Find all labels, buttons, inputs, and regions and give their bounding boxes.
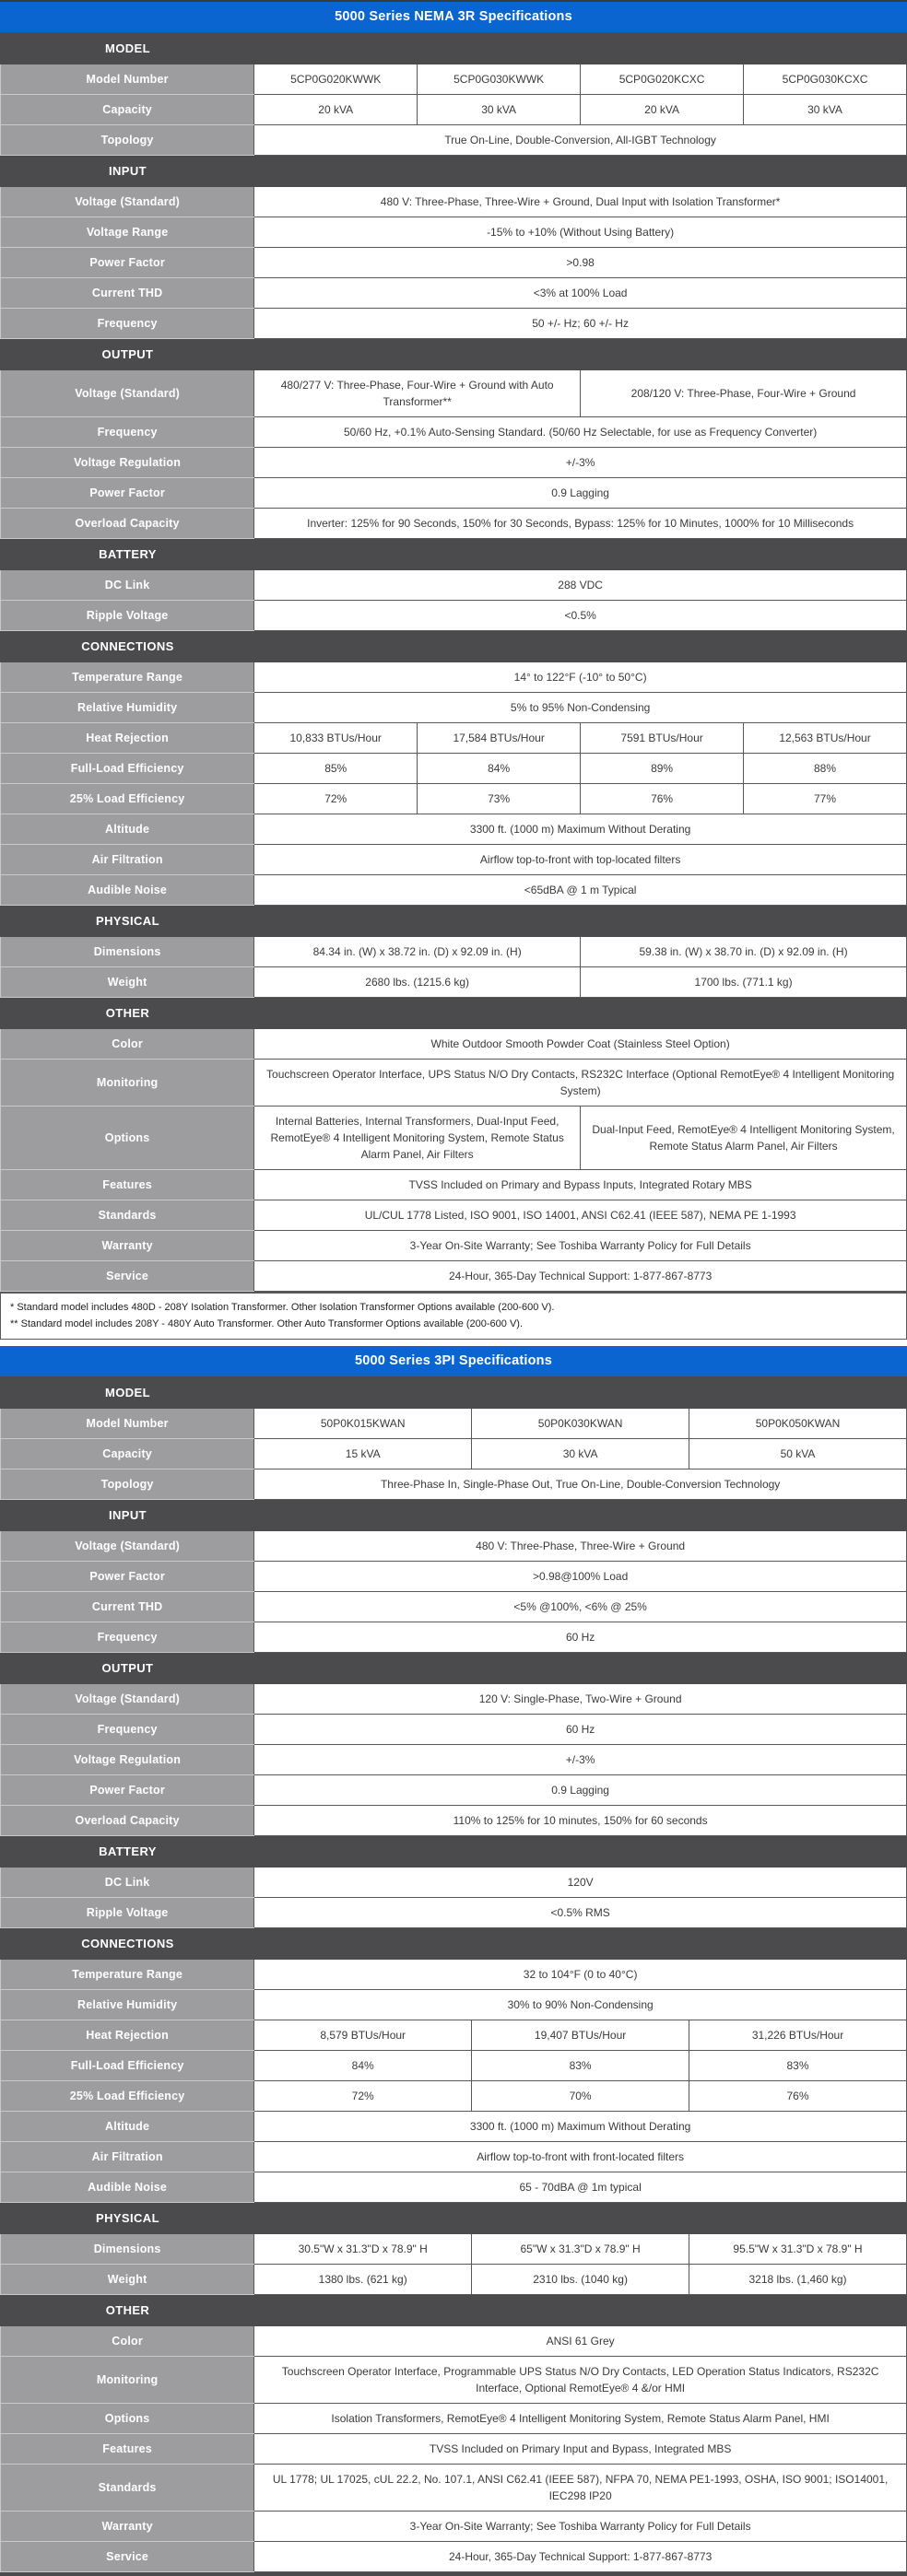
spec-row <box>1 1990 907 2020</box>
value-cell: 10,833 BTUs/Hour <box>254 723 418 754</box>
section-header-row <box>1 156 907 187</box>
value-cell: 30 kVA <box>744 95 907 125</box>
value-cell: +/-3% <box>254 448 907 478</box>
section-title: PHYSICAL <box>96 914 159 928</box>
value-cell: 1700 lbs. (771.1 kg) <box>581 967 907 998</box>
spec-row <box>1 937 907 967</box>
value-cell: UL 1778; UL 17025, cUL 22.2, No. 107.1, ANSI C62.41 (IEEE 587), NFPA 70, NEMA PE1-1993, OSHA, ISO 9001; ISO14001, IEC298 IP20 <box>254 2465 907 2512</box>
spec-row <box>1 2234 907 2265</box>
value-cell: 7591 BTUs/Hour <box>581 723 744 754</box>
value-cell: 2680 lbs. (1215.6 kg) <box>254 967 581 998</box>
value-cell: 95.5"W x 31.3"D x 78.9" H <box>689 2234 907 2265</box>
section-title: OTHER <box>105 2303 150 2318</box>
value-cell: 24-Hour, 365-Day Technical Support: 1-877-867-8773 <box>254 1261 907 1292</box>
value-cell: 3218 lbs. (1,460 kg) <box>689 2265 907 2295</box>
spec-row <box>1 662 907 693</box>
value-cell: 288 VDC <box>254 570 907 601</box>
spec-table <box>0 1346 907 2576</box>
spec-row <box>1 1898 907 1928</box>
value-cell: Touchscreen Operator Interface, UPS Status N/O Dry Contacts, RS232C Interface (Optional RemotEye® 4 Intelligent Monitoring System) <box>254 1060 907 1107</box>
row-label: Topology <box>1 1469 254 1500</box>
value-cell: 72% <box>254 784 418 814</box>
section-header-cell <box>1 1500 907 1531</box>
section-header-cell <box>1 156 907 187</box>
row-label: Color <box>1 1029 254 1060</box>
value-cell: 50P0K015KWAN <box>254 1409 472 1439</box>
row-label: Power Factor <box>1 1775 254 1806</box>
section-header-row <box>1 2203 907 2234</box>
value-cell: 120V <box>254 1868 907 1898</box>
spec-row <box>1 754 907 784</box>
spec-row <box>1 2404 907 2434</box>
row-label: Warranty <box>1 2512 254 2542</box>
spec-row <box>1 601 907 631</box>
section-title: OUTPUT <box>101 347 154 361</box>
value-cell: -15% to +10% (Without Using Battery) <box>254 217 907 248</box>
value-cell: 30 kVA <box>418 95 581 125</box>
row-label: Capacity <box>1 1439 254 1469</box>
spec-row <box>1 2357 907 2404</box>
value-cell: 50/60 Hz, +0.1% Auto-Sensing Standard. (50/60 Hz Selectable, for use as Frequency Converter) <box>254 417 907 448</box>
section-header-row <box>1 998 907 1029</box>
value-cell: 85% <box>254 754 418 784</box>
row-label: Dimensions <box>1 937 254 967</box>
section-title: MODEL <box>105 41 150 55</box>
row-label: Options <box>1 1107 254 1170</box>
value-cell: 31,226 BTUs/Hour <box>689 2020 907 2051</box>
value-cell: Dual-Input Feed, RemotEye® 4 Intelligent Monitoring System, Remote Status Alarm Panel, Air Filters <box>581 1107 907 1170</box>
value-cell: TVSS Included on Primary and Bypass Inputs, Integrated Rotary MBS <box>254 1170 907 1200</box>
spec-row <box>1 814 907 845</box>
spec-row <box>1 1622 907 1653</box>
spec-row <box>1 1231 907 1261</box>
value-cell: 5CP0G020KWWK <box>254 64 418 95</box>
table-title: 5000 Series 3PI Specifications <box>0 1346 907 1376</box>
value-cell: 3300 ft. (1000 m) Maximum Without Derating <box>254 814 907 845</box>
section-title: CONNECTIONS <box>81 639 174 653</box>
section-title: INPUT <box>108 1508 147 1523</box>
value-cell: 65 - 70dBA @ 1m typical <box>254 2172 907 2203</box>
row-label: Heat Rejection <box>1 2020 254 2051</box>
value-cell: <65dBA @ 1 m Typical <box>254 875 907 906</box>
row-label: Options <box>1 2404 254 2434</box>
section-header-row <box>1 339 907 370</box>
spec-row <box>1 2142 907 2172</box>
value-cell: 50 +/- Hz; 60 +/- Hz <box>254 309 907 339</box>
row-label: Power Factor <box>1 248 254 278</box>
value-cell: 5% to 95% Non-Condensing <box>254 693 907 723</box>
value-cell: 480 V: Three-Phase, Three-Wire + Ground <box>254 1531 907 1562</box>
spec-row <box>1 309 907 339</box>
spec-row <box>1 95 907 125</box>
value-cell: 50 kVA <box>689 1439 907 1469</box>
value-cell: 5CP0G020KCXC <box>581 64 744 95</box>
spec-row <box>1 1562 907 1592</box>
row-label: Full-Load Efficiency <box>1 2051 254 2081</box>
value-cell: 2310 lbs. (1040 kg) <box>472 2265 689 2295</box>
spec-row <box>1 448 907 478</box>
spec-row <box>1 1029 907 1060</box>
value-cell: 59.38 in. (W) x 38.70 in. (D) x 92.09 in. (H) <box>581 937 907 967</box>
value-cell: 30.5"W x 31.3"D x 78.9" H <box>254 2234 472 2265</box>
spec-row <box>1 1715 907 1745</box>
value-cell: 73% <box>418 784 581 814</box>
row-label: Altitude <box>1 814 254 845</box>
value-cell: 0.9 Lagging <box>254 478 907 509</box>
value-cell: 83% <box>472 2051 689 2081</box>
value-cell: <5% @100%, <6% @ 25% <box>254 1592 907 1622</box>
row-label: Air Filtration <box>1 2142 254 2172</box>
value-cell: 60 Hz <box>254 1715 907 1745</box>
section-header-row <box>1 539 907 570</box>
row-label: Frequency <box>1 417 254 448</box>
spec-row <box>1 1170 907 1200</box>
spec-row <box>1 2081 907 2112</box>
row-label: Voltage (Standard) <box>1 187 254 217</box>
spec-row <box>1 217 907 248</box>
value-cell: Internal Batteries, Internal Transformers, Dual-Input Feed, RemotEye® 4 Intelligent Monitoring System, Remote Status Alarm Panel, Air Filters <box>254 1107 581 1170</box>
row-label: Service <box>1 2542 254 2572</box>
spec-row <box>1 1531 907 1562</box>
value-cell: True On-Line, Double-Conversion, All-IGBT Technology <box>254 125 907 156</box>
row-label: Color <box>1 2326 254 2357</box>
section-header-row <box>1 906 907 937</box>
spec-row <box>1 278 907 309</box>
spec-row <box>1 875 907 906</box>
row-label: Temperature Range <box>1 662 254 693</box>
value-cell: 19,407 BTUs/Hour <box>472 2020 689 2051</box>
spec-row <box>1 1775 907 1806</box>
section-title: BATTERY <box>99 547 157 561</box>
value-cell: 70% <box>472 2081 689 2112</box>
value-cell: 76% <box>689 2081 907 2112</box>
value-cell: ANSI 61 Grey <box>254 2326 907 2357</box>
spec-grid <box>0 1376 907 2572</box>
section-header-cell <box>1 339 907 370</box>
value-cell: 17,584 BTUs/Hour <box>418 723 581 754</box>
value-cell: 480/277 V: Three-Phase, Four-Wire + Ground with Auto Transformer** <box>254 370 581 417</box>
row-label: Power Factor <box>1 1562 254 1592</box>
row-label: Temperature Range <box>1 1960 254 1990</box>
section-title: OUTPUT <box>101 1661 154 1676</box>
value-cell: 30 kVA <box>472 1439 689 1469</box>
section-title: INPUT <box>108 164 147 178</box>
section-header-cell <box>1 33 907 64</box>
value-cell: 89% <box>581 754 744 784</box>
spec-row <box>1 723 907 754</box>
spec-row <box>1 1107 907 1170</box>
row-label: Overload Capacity <box>1 1806 254 1836</box>
section-title: BATTERY <box>99 1844 157 1859</box>
row-label: Frequency <box>1 309 254 339</box>
footnote: * Standard model includes 480D - 208Y Isolation Transformer. Other Isolation Transformer Options available (200-600 V). <box>10 1302 555 1313</box>
spec-row <box>1 417 907 448</box>
value-cell: 3-Year On-Site Warranty; See Toshiba Warranty Policy for Full Details <box>254 1231 907 1261</box>
row-label: Weight <box>1 2265 254 2295</box>
section-header-cell <box>1 906 907 937</box>
row-label: Audible Noise <box>1 2172 254 2203</box>
row-label: Topology <box>1 125 254 156</box>
section-header-cell <box>1 631 907 662</box>
row-label: Current THD <box>1 278 254 309</box>
value-cell: 15 kVA <box>254 1439 472 1469</box>
value-cell: >0.98 <box>254 248 907 278</box>
section-header-cell <box>1 539 907 570</box>
row-label: Service <box>1 1261 254 1292</box>
spec-row <box>1 1200 907 1231</box>
value-cell: <0.5% RMS <box>254 1898 907 1928</box>
spec-row <box>1 1960 907 1990</box>
value-cell: 50P0K030KWAN <box>472 1409 689 1439</box>
spec-row <box>1 1060 907 1107</box>
row-label: Features <box>1 1170 254 1200</box>
row-label: Weight <box>1 967 254 998</box>
value-cell: 120 V: Single-Phase, Two-Wire + Ground <box>254 1684 907 1715</box>
value-cell: Airflow top-to-front with top-located filters <box>254 845 907 875</box>
row-label: Dimensions <box>1 2234 254 2265</box>
row-label: DC Link <box>1 1868 254 1898</box>
section-header-row <box>1 1928 907 1960</box>
row-label: Current THD <box>1 1592 254 1622</box>
value-cell: 60 Hz <box>254 1622 907 1653</box>
value-cell: White Outdoor Smooth Powder Coat (Stainless Steel Option) <box>254 1029 907 1060</box>
spec-row <box>1 2020 907 2051</box>
table-title: 5000 Series NEMA 3R Specifications <box>0 0 907 32</box>
row-label: Monitoring <box>1 1060 254 1107</box>
row-label: Full-Load Efficiency <box>1 754 254 784</box>
row-label: Overload Capacity <box>1 509 254 539</box>
value-cell: UL/CUL 1778 Listed, ISO 9001, ISO 14001, ANSI C62.41 (IEEE 587), NEMA PE 1-1993 <box>254 1200 907 1231</box>
value-cell: 8,579 BTUs/Hour <box>254 2020 472 2051</box>
value-cell: 5CP0G030KCXC <box>744 64 907 95</box>
value-cell: 76% <box>581 784 744 814</box>
spec-row <box>1 570 907 601</box>
spec-row <box>1 1261 907 1292</box>
value-cell: 84% <box>418 754 581 784</box>
value-cell: 110% to 125% for 10 minutes, 150% for 60 seconds <box>254 1806 907 1836</box>
spec-row <box>1 509 907 539</box>
row-label: Frequency <box>1 1715 254 1745</box>
value-cell: 5CP0G030KWWK <box>418 64 581 95</box>
footnote: ** Standard model includes 208Y - 480Y Auto Transformer. Other Auto Transformer Options available (200-600 V). <box>10 1318 524 1330</box>
spec-row <box>1 125 907 156</box>
spec-row <box>1 478 907 509</box>
section-header-cell <box>1 1928 907 1960</box>
row-label: Standards <box>1 1200 254 1231</box>
row-label: Voltage Regulation <box>1 448 254 478</box>
row-label: Voltage (Standard) <box>1 1684 254 1715</box>
section-header-row <box>1 33 907 64</box>
row-label: Standards <box>1 2465 254 2512</box>
spec-row <box>1 1806 907 1836</box>
row-label: Voltage (Standard) <box>1 370 254 417</box>
value-cell: 480 V: Three-Phase, Three-Wire + Ground, Dual Input with Isolation Transformer* <box>254 187 907 217</box>
section-header-row <box>1 1836 907 1868</box>
value-cell: 65"W x 31.3"D x 78.9" H <box>472 2234 689 2265</box>
value-cell: 24-Hour, 365-Day Technical Support: 1-877-867-8773 <box>254 2542 907 2572</box>
row-label: 25% Load Efficiency <box>1 2081 254 2112</box>
row-label: Altitude <box>1 2112 254 2142</box>
section-header-row <box>1 631 907 662</box>
spec-row <box>1 370 907 417</box>
section-title: OTHER <box>105 1006 150 1020</box>
row-label: Frequency <box>1 1622 254 1653</box>
spec-row <box>1 248 907 278</box>
table-bottom-border <box>0 2572 907 2576</box>
section-title: CONNECTIONS <box>81 1937 174 1951</box>
row-label: Model Number <box>1 64 254 95</box>
row-label: Relative Humidity <box>1 693 254 723</box>
section-header-cell <box>1 2295 907 2326</box>
value-cell: 84.34 in. (W) x 38.72 in. (D) x 92.09 in. (H) <box>254 937 581 967</box>
spec-row <box>1 2512 907 2542</box>
row-label: Features <box>1 2434 254 2465</box>
row-label: Warranty <box>1 1231 254 1261</box>
section-header-cell <box>1 1836 907 1868</box>
spec-row <box>1 64 907 95</box>
value-cell: >0.98@100% Load <box>254 1562 907 1592</box>
value-cell: 88% <box>744 754 907 784</box>
section-header-cell <box>1 1653 907 1684</box>
section-header-cell <box>1 998 907 1029</box>
value-cell: 20 kVA <box>581 95 744 125</box>
spec-row <box>1 187 907 217</box>
spec-row <box>1 1745 907 1775</box>
value-cell: 77% <box>744 784 907 814</box>
spec-row <box>1 2465 907 2512</box>
value-cell: 3-Year On-Site Warranty; See Toshiba Warranty Policy for Full Details <box>254 2512 907 2542</box>
spec-row <box>1 1684 907 1715</box>
spec-grid <box>0 32 907 1292</box>
section-header-row <box>1 1500 907 1531</box>
row-label: Monitoring <box>1 2357 254 2404</box>
value-cell: 0.9 Lagging <box>254 1775 907 1806</box>
value-cell: 3300 ft. (1000 m) Maximum Without Derating <box>254 2112 907 2142</box>
value-cell: 32 to 104°F (0 to 40°C) <box>254 1960 907 1990</box>
spec-row <box>1 2265 907 2295</box>
value-cell: Inverter: 125% for 90 Seconds, 150% for 30 Seconds, Bypass: 125% for 10 Minutes, 1000% for 10 Milliseconds <box>254 509 907 539</box>
value-cell: 1380 lbs. (621 kg) <box>254 2265 472 2295</box>
spec-row <box>1 2434 907 2465</box>
value-cell: Airflow top-to-front with front-located filters <box>254 2142 907 2172</box>
spec-row <box>1 1868 907 1898</box>
value-cell: 12,563 BTUs/Hour <box>744 723 907 754</box>
spec-row <box>1 1469 907 1500</box>
spec-row <box>1 1439 907 1469</box>
row-label: Ripple Voltage <box>1 601 254 631</box>
section-header-row <box>1 1377 907 1409</box>
spec-row <box>1 967 907 998</box>
section-header-cell <box>1 2203 907 2234</box>
row-label: Voltage Regulation <box>1 1745 254 1775</box>
value-cell: 20 kVA <box>254 95 418 125</box>
spec-row <box>1 1592 907 1622</box>
section-title: PHYSICAL <box>96 2211 159 2226</box>
value-cell: <0.5% <box>254 601 907 631</box>
section-title: MODEL <box>105 1386 150 1400</box>
spec-row <box>1 784 907 814</box>
section-header-row <box>1 1653 907 1684</box>
row-label: Heat Rejection <box>1 723 254 754</box>
value-cell: +/-3% <box>254 1745 907 1775</box>
row-label: 25% Load Efficiency <box>1 784 254 814</box>
row-label: Power Factor <box>1 478 254 509</box>
value-cell: Touchscreen Operator Interface, Programmable UPS Status N/O Dry Contacts, LED Operation Status Indicators, RS232C Interface, Optional RemotEye® 4 &/or HMI <box>254 2357 907 2404</box>
value-cell: 72% <box>254 2081 472 2112</box>
section-header-row <box>1 2295 907 2326</box>
spec-row <box>1 2112 907 2142</box>
value-cell: 83% <box>689 2051 907 2081</box>
value-cell: 208/120 V: Three-Phase, Four-Wire + Ground <box>581 370 907 417</box>
spec-row <box>1 2542 907 2572</box>
row-label: Model Number <box>1 1409 254 1439</box>
value-cell: Three-Phase In, Single-Phase Out, True On-Line, Double-Conversion Technology <box>254 1469 907 1500</box>
spec-row <box>1 693 907 723</box>
value-cell: 14° to 122°F (-10° to 50°C) <box>254 662 907 693</box>
row-label: Audible Noise <box>1 875 254 906</box>
value-cell: 84% <box>254 2051 472 2081</box>
spec-row <box>1 2172 907 2203</box>
value-cell: <3% at 100% Load <box>254 278 907 309</box>
value-cell: 50P0K050KWAN <box>689 1409 907 1439</box>
row-label: Ripple Voltage <box>1 1898 254 1928</box>
spec-row <box>1 1409 907 1439</box>
spec-row <box>1 2051 907 2081</box>
value-cell: 30% to 90% Non-Condensing <box>254 1990 907 2020</box>
section-header-cell <box>1 1377 907 1409</box>
footnotes <box>0 1292 907 1340</box>
value-cell: TVSS Included on Primary Input and Bypass, Integrated MBS <box>254 2434 907 2465</box>
row-label: Relative Humidity <box>1 1990 254 2020</box>
row-label: Voltage (Standard) <box>1 1531 254 1562</box>
row-label: Capacity <box>1 95 254 125</box>
row-label: Voltage Range <box>1 217 254 248</box>
row-label: DC Link <box>1 570 254 601</box>
row-label: Air Filtration <box>1 845 254 875</box>
spec-row <box>1 2326 907 2357</box>
value-cell: Isolation Transformers, RemotEye® 4 Intelligent Monitoring System, Remote Status Alarm Panel, HMI <box>254 2404 907 2434</box>
spec-row <box>1 845 907 875</box>
